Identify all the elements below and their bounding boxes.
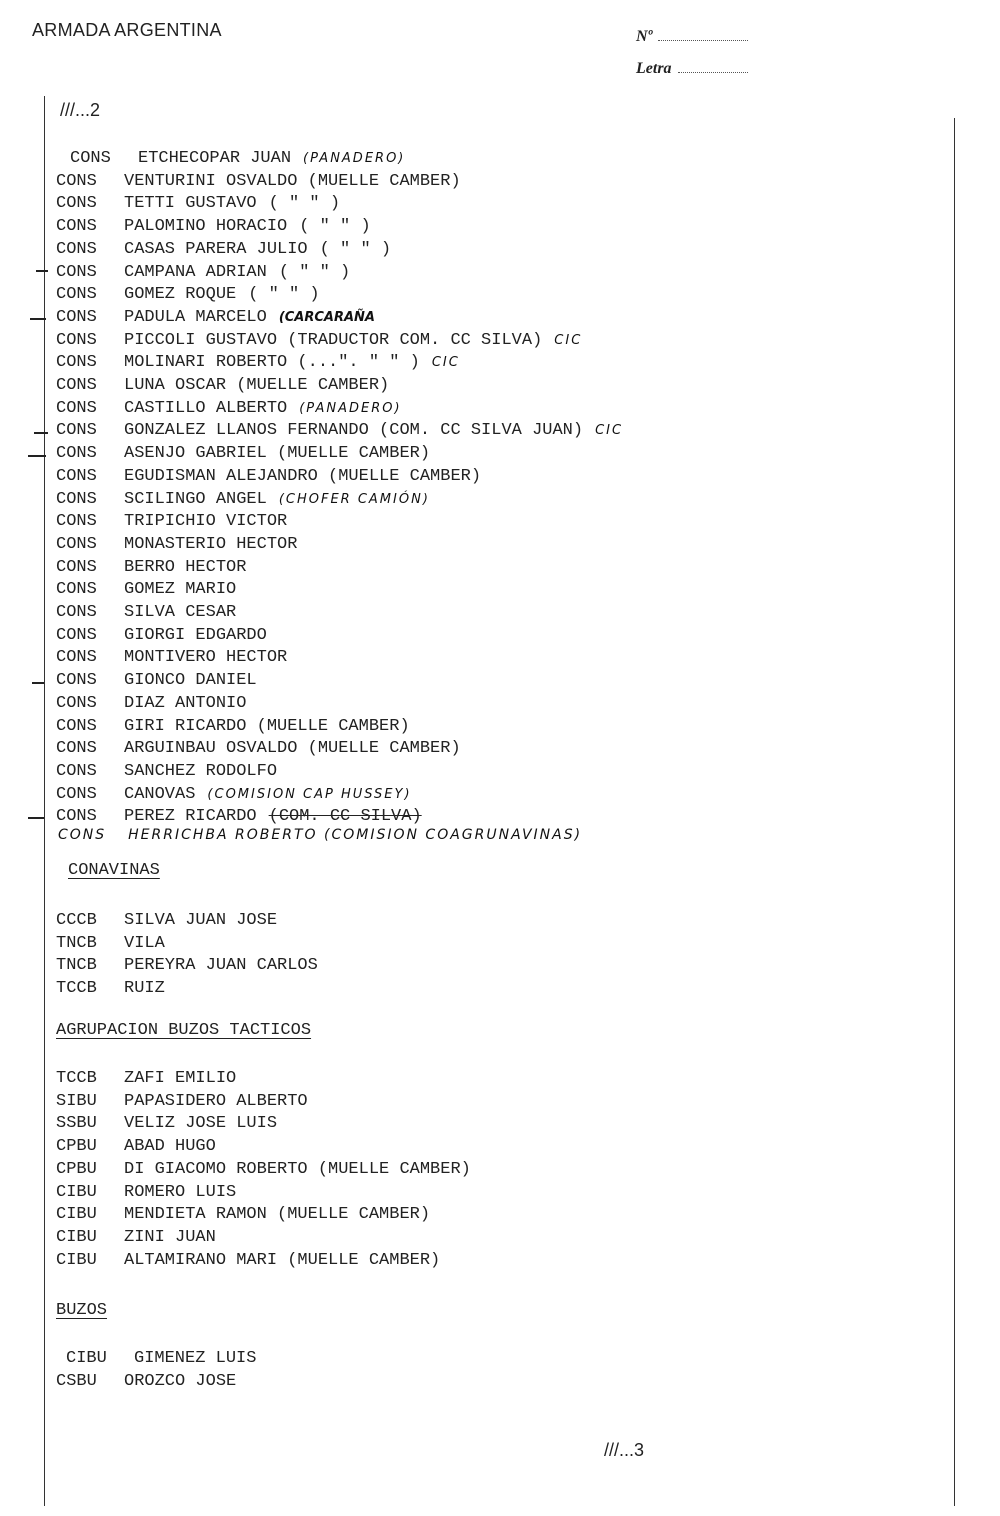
- cons-row: [56, 806, 422, 828]
- rank-code: CONS: [56, 353, 97, 373]
- rank-code: CONS: [56, 557, 97, 577]
- section-row: [56, 1250, 440, 1272]
- rank-code: CONS: [56, 534, 97, 554]
- rank-code: CIBU: [56, 1205, 97, 1225]
- person-name: GIMENEZ LUIS: [134, 1349, 257, 1368]
- rank-code: CONS: [56, 761, 97, 781]
- rank-code: CONS: [56, 307, 97, 327]
- rank-code: CONS: [56, 671, 97, 691]
- letra-blank: [678, 72, 748, 73]
- person-name: ZAFI EMILIO: [124, 1069, 237, 1088]
- section-title: AGRUPACION BUZOS TACTICOS: [56, 1021, 312, 1040]
- section-row: [56, 1227, 216, 1249]
- rank-code: CONS: [56, 217, 97, 237]
- person-name: ZINI JUAN: [124, 1227, 216, 1247]
- rank-code: TNCB: [56, 933, 97, 953]
- person-name: GONZALEZ LLANOS FERNANDO (COM. CC SILVA JUAN): [124, 421, 584, 441]
- section-title: BUZOS: [56, 1301, 108, 1320]
- cons-row: [56, 534, 297, 556]
- rank-code: CSBU: [56, 1371, 97, 1391]
- rank-code: CONS: [56, 398, 97, 418]
- left-margin-rule: [44, 96, 45, 1506]
- rank-code: CONS: [56, 512, 97, 532]
- cons-row: [56, 307, 375, 329]
- rank-code: CONS: [56, 716, 97, 736]
- cons-row: [56, 602, 236, 624]
- person-name: OROZCO JOSE: [124, 1371, 237, 1391]
- cons-row: [56, 262, 350, 284]
- rank-code: CONS: [56, 603, 97, 622]
- person-name: MENDIETA RAMON (MUELLE CAMBER): [124, 1205, 431, 1225]
- person-name: DI GIACOMO ROBERTO (MUELLE CAMBER): [124, 1159, 471, 1179]
- person-name: SILVA JUAN JOSE: [124, 911, 278, 930]
- section-row: [56, 1113, 277, 1135]
- rank-code: CIBU: [56, 1182, 97, 1202]
- organization-header: ARMADA ARGENTINA: [32, 20, 222, 40]
- person-name: ARGUINBAU OSVALDO (MUELLE CAMBER): [124, 739, 461, 759]
- person-name: LUNA OSCAR (MUELLE CAMBER): [124, 376, 390, 395]
- section-row: [56, 1159, 471, 1181]
- rank-code: CPBU: [56, 1137, 97, 1157]
- person-name: TETTI GUSTAVO: [124, 194, 257, 214]
- handwritten-rank: CONS: [58, 827, 107, 843]
- person-name: TRIPICHIO VICTOR: [124, 512, 288, 532]
- person-name: GOMEZ ROQUE: [124, 285, 237, 305]
- margin-tick: [28, 455, 46, 457]
- numero-label: Nº: [636, 28, 653, 45]
- rank-code: CPBU: [56, 1159, 97, 1179]
- cons-list: [56, 148, 936, 848]
- cons-row: [56, 239, 391, 261]
- person-name: GIONCO DANIEL: [124, 671, 257, 691]
- rank-code: CONS: [56, 693, 97, 713]
- rank-code: SIBU: [56, 1091, 97, 1111]
- section-row: [56, 1068, 236, 1090]
- rank-code: TCCB: [56, 979, 97, 999]
- rank-code: CONS: [56, 444, 97, 464]
- margin-tick: [36, 270, 48, 272]
- cons-row: [56, 625, 267, 647]
- cons-row: [56, 511, 287, 533]
- person-name: CASTILLO ALBERTO: [124, 398, 288, 418]
- rank-code: CONS: [56, 330, 97, 350]
- cons-row: [56, 716, 410, 738]
- cons-row: [56, 647, 287, 669]
- cons-row: [56, 171, 461, 193]
- rank-code: CONS: [56, 171, 97, 191]
- annotation-note: (CHOFER CAMIÓN): [278, 491, 430, 507]
- cons-row: [56, 784, 412, 806]
- person-name: PADULA MARCELO: [124, 307, 267, 327]
- annotation-note: (COMISION CAP HUSSEY): [207, 786, 412, 802]
- section-row: [56, 1204, 430, 1226]
- annotation-note: CIC: [431, 355, 460, 371]
- person-name: GOMEZ MARIO: [124, 580, 237, 600]
- annotation-note: ( " " ): [268, 194, 341, 214]
- person-name: VENTURINI OSVALDO (MUELLE CAMBER): [124, 171, 461, 191]
- rank-code: SSBU: [56, 1114, 97, 1134]
- annotation-note: ( " " ): [248, 285, 320, 305]
- letra-label: Letra: [636, 60, 672, 77]
- person-name: EGUDISMAN ALEJANDRO (MUELLE CAMBER): [124, 466, 482, 486]
- rank-code: CONS: [56, 376, 97, 395]
- handwritten-text: HERRICHBA ROBERTO (COMISION COAGRUNAVINAS): [128, 827, 583, 843]
- section-row: [56, 1136, 216, 1158]
- cons-row: [56, 489, 430, 511]
- annotation-note: ( " " ): [299, 217, 371, 237]
- cons-row: [56, 670, 257, 692]
- rank-code: CONS: [70, 149, 111, 168]
- section-title: CONAVINAS: [68, 861, 160, 880]
- person-name: MONTIVERO HECTOR: [124, 648, 288, 668]
- section-row: [56, 1371, 236, 1393]
- person-name: CAMPANA ADRIAN: [124, 262, 267, 282]
- annotation-note: CIC: [595, 423, 624, 439]
- annotation-note: ( " " ): [319, 239, 392, 259]
- section-row: [56, 955, 318, 977]
- cons-row: [56, 557, 246, 579]
- margin-tick: [34, 432, 48, 434]
- section-row: [56, 1091, 308, 1113]
- section-row: [56, 1182, 236, 1204]
- section-row: [56, 910, 277, 932]
- cons-row: [56, 579, 236, 601]
- annotation-note: (PANADERO): [303, 151, 406, 166]
- cons-row: [56, 761, 277, 783]
- cons-row: [56, 193, 340, 215]
- cons-row: [56, 375, 389, 397]
- cons-row: [70, 148, 405, 170]
- margin-tick: [28, 817, 44, 819]
- cons-row: [56, 398, 402, 420]
- rank-code: CONS: [56, 625, 97, 645]
- handwritten-entry: [58, 826, 582, 844]
- rank-code: CONS: [56, 194, 97, 214]
- cons-row: [56, 352, 460, 374]
- margin-tick: [30, 318, 46, 320]
- rank-code: CONS: [56, 262, 97, 282]
- cons-row: [56, 420, 623, 442]
- rank-code: CONS: [56, 648, 97, 668]
- rank-code: CONS: [56, 489, 97, 509]
- cons-row: [56, 284, 320, 306]
- rank-code: CIBU: [66, 1349, 107, 1368]
- person-name: RUIZ: [124, 979, 165, 999]
- cons-row: [56, 466, 481, 488]
- cons-row: [56, 443, 430, 465]
- person-name: ROMERO LUIS: [124, 1182, 237, 1202]
- section-row: [56, 978, 165, 1000]
- rank-code: TCCB: [56, 1069, 97, 1088]
- person-name: ABAD HUGO: [124, 1137, 216, 1157]
- person-name: MONASTERIO HECTOR: [124, 534, 298, 554]
- page-marker-top: ///...2: [60, 100, 101, 120]
- person-name: PICCOLI GUSTAVO (TRADUCTOR COM. CC SILVA): [124, 330, 543, 350]
- rank-code: CONS: [56, 807, 97, 827]
- person-name: SCILINGO ANGEL: [124, 489, 267, 509]
- person-name: PALOMINO HORACIO: [124, 217, 288, 237]
- person-name: PAPASIDERO ALBERTO: [124, 1091, 308, 1111]
- right-margin-rule: [954, 118, 955, 1506]
- rank-code: CONS: [56, 285, 97, 305]
- rank-code: CIBU: [56, 1250, 97, 1270]
- rank-code: CIBU: [56, 1227, 97, 1247]
- numero-field: [636, 28, 748, 46]
- person-name: ETCHECOPAR JUAN: [138, 149, 292, 168]
- annotation-note: (PANADERO): [299, 400, 402, 416]
- rank-code: CONS: [56, 466, 97, 486]
- person-name: BERRO HECTOR: [124, 557, 247, 577]
- cons-row: [56, 693, 246, 715]
- cons-row: [56, 216, 371, 238]
- annotation-note: ( " " ): [278, 262, 351, 282]
- section-row: [56, 933, 165, 955]
- person-name: CASAS PARERA JULIO: [124, 239, 308, 259]
- cons-row: [56, 738, 461, 760]
- rank-code: CONS: [56, 421, 97, 441]
- margin-tick: [32, 682, 44, 684]
- rank-code: CONS: [56, 739, 97, 759]
- person-name: VELIZ JOSE LUIS: [124, 1114, 278, 1134]
- annotation-note: (CARCARAÑA: [278, 309, 375, 325]
- person-name: PEREYRA JUAN CARLOS: [124, 956, 318, 976]
- person-name: PEREZ RICARDO: [124, 807, 257, 827]
- rank-code: CONS: [56, 580, 97, 600]
- person-name: MOLINARI ROBERTO (...". " " ): [124, 353, 420, 373]
- page-marker-bottom: ///...3: [604, 1440, 645, 1460]
- letra-field: [636, 60, 748, 78]
- person-name: ALTAMIRANO MARI (MUELLE CAMBER): [124, 1250, 441, 1270]
- person-name: GIORGI EDGARDO: [124, 625, 267, 645]
- rank-code: CONS: [56, 784, 97, 804]
- person-name: CANOVAS: [124, 784, 196, 804]
- person-name: GIRI RICARDO (MUELLE CAMBER): [124, 716, 410, 736]
- annotation-note: (COM. CC SILVA): [268, 807, 422, 827]
- person-name: VILA: [124, 933, 165, 953]
- cons-row: [56, 330, 582, 352]
- rank-code: CONS: [56, 239, 97, 259]
- rank-code: CCCB: [56, 911, 97, 930]
- annotation-note: CIC: [554, 332, 583, 348]
- numero-blank: [658, 40, 748, 41]
- rank-code: TNCB: [56, 956, 97, 976]
- person-name: SANCHEZ RODOLFO: [124, 761, 278, 781]
- person-name: DIAZ ANTONIO: [124, 693, 247, 713]
- person-name: SILVA CESAR: [124, 603, 237, 622]
- person-name: ASENJO GABRIEL (MUELLE CAMBER): [124, 444, 431, 464]
- section-row: [66, 1348, 256, 1370]
